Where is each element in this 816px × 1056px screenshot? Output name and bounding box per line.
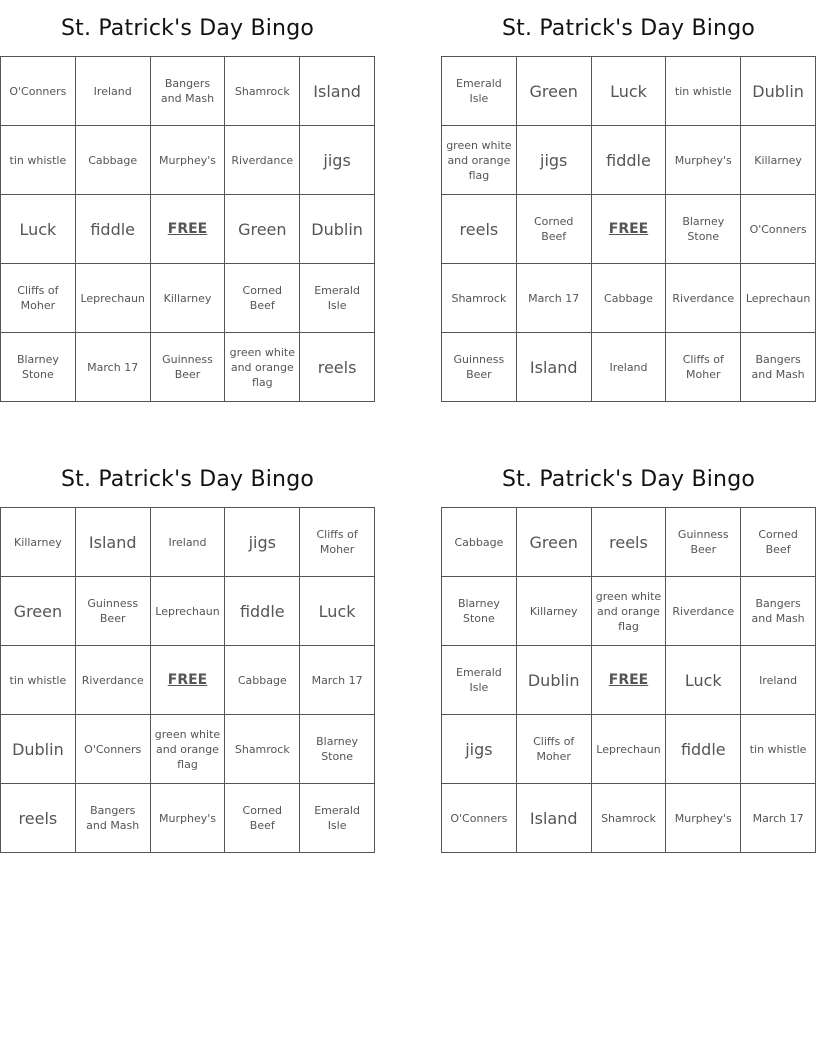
- bingo-cell: Bangers and Mash: [75, 784, 150, 853]
- grid-row: [1, 577, 375, 646]
- bingo-cell: Cliffs of Moher: [666, 333, 741, 402]
- bingo-cell: March 17: [75, 333, 150, 402]
- bingo-cell: Corned Beef: [225, 784, 300, 853]
- grid-row: [1, 333, 375, 402]
- bingo-cell: Emerald Isle: [300, 264, 375, 333]
- bingo-cell: Luck: [1, 195, 76, 264]
- bingo-cell: Blarney Stone: [1, 333, 76, 402]
- bingo-cell: Blarney Stone: [442, 577, 517, 646]
- bingo-cell: tin whistle: [741, 715, 816, 784]
- bingo-cell: Dublin: [741, 57, 816, 126]
- bingo-card-2: [441, 1, 816, 402]
- bingo-cell: Emerald Isle: [442, 646, 517, 715]
- bingo-cell: O'Conners: [442, 784, 517, 853]
- grid-row: [1, 57, 375, 126]
- grid-row: [442, 784, 816, 853]
- bingo-cell: Killarney: [150, 264, 225, 333]
- bingo-cell: Guinness Beer: [150, 333, 225, 402]
- grid-row: [1, 195, 375, 264]
- bingo-cell: Shamrock: [225, 57, 300, 126]
- bingo-cell: fiddle: [225, 577, 300, 646]
- bingo-card-4: [441, 452, 816, 853]
- bingo-cell: Emerald Isle: [442, 57, 517, 126]
- bingo-cell: Guinness Beer: [666, 508, 741, 577]
- bingo-cell: Cabbage: [442, 508, 517, 577]
- grid-row: [442, 57, 816, 126]
- bingo-cell: reels: [1, 784, 76, 853]
- bingo-cell: jigs: [442, 715, 517, 784]
- grid-row: [1, 784, 375, 853]
- bingo-cell: Murphey's: [666, 126, 741, 195]
- bingo-grid: [0, 56, 375, 402]
- bingo-cell: green white and orange flag: [591, 577, 666, 646]
- bingo-cell: fiddle: [591, 126, 666, 195]
- grid-row: [442, 126, 816, 195]
- grid-row: [1, 715, 375, 784]
- bingo-cell: Corned Beef: [741, 508, 816, 577]
- bingo-cell: Leprechaun: [150, 577, 225, 646]
- bingo-cell: O'Conners: [741, 195, 816, 264]
- bingo-cell: fiddle: [75, 195, 150, 264]
- grid-row: [1, 264, 375, 333]
- grid-row: [442, 333, 816, 402]
- bingo-cell: Ireland: [591, 333, 666, 402]
- bingo-cell: Dublin: [1, 715, 76, 784]
- grid-row: [442, 577, 816, 646]
- grid-row: [442, 195, 816, 264]
- bingo-cell: Island: [300, 57, 375, 126]
- bingo-cell: Cliffs of Moher: [516, 715, 591, 784]
- bingo-cell: Leprechaun: [591, 715, 666, 784]
- bingo-cell: jigs: [300, 126, 375, 195]
- grid-row: [1, 126, 375, 195]
- bingo-cell: green white and orange flag: [442, 126, 517, 195]
- bingo-cell: Green: [516, 57, 591, 126]
- bingo-cell: Shamrock: [442, 264, 517, 333]
- bingo-grid: [441, 56, 816, 402]
- grid-row: [1, 508, 375, 577]
- bingo-cell: Corned Beef: [516, 195, 591, 264]
- bingo-cell: Guinness Beer: [442, 333, 517, 402]
- bingo-cell: jigs: [516, 126, 591, 195]
- bingo-cell: Guinness Beer: [75, 577, 150, 646]
- bingo-cell: Luck: [666, 646, 741, 715]
- free-cell: FREE: [150, 646, 225, 715]
- grid-row: [442, 508, 816, 577]
- bingo-cell: jigs: [225, 508, 300, 577]
- bingo-cell: Luck: [300, 577, 375, 646]
- bingo-cell: Ireland: [150, 508, 225, 577]
- bingo-cell: Island: [516, 784, 591, 853]
- bingo-cell: Cliffs of Moher: [300, 508, 375, 577]
- bingo-cell: Killarney: [516, 577, 591, 646]
- bingo-cell: Green: [516, 508, 591, 577]
- bingo-cell: Murphey's: [666, 784, 741, 853]
- bingo-cell: Bangers and Mash: [741, 333, 816, 402]
- bingo-cell: Murphey's: [150, 784, 225, 853]
- bingo-cell: March 17: [300, 646, 375, 715]
- bingo-cell: Blarney Stone: [300, 715, 375, 784]
- bingo-cell: Island: [75, 508, 150, 577]
- bingo-cell: O'Conners: [75, 715, 150, 784]
- card-title: St. Patrick's Day Bingo: [501, 467, 756, 492]
- bingo-cell: Riverdance: [75, 646, 150, 715]
- bingo-cell: Cabbage: [225, 646, 300, 715]
- bingo-cell: Dublin: [516, 646, 591, 715]
- bingo-cell: Riverdance: [666, 577, 741, 646]
- bingo-cell: Green: [1, 577, 76, 646]
- free-cell: FREE: [150, 195, 225, 264]
- bingo-cell: O'Conners: [1, 57, 76, 126]
- bingo-cell: tin whistle: [1, 126, 76, 195]
- bingo-cell: Ireland: [741, 646, 816, 715]
- bingo-cell: Shamrock: [591, 784, 666, 853]
- bingo-cell: Dublin: [300, 195, 375, 264]
- bingo-cell: Bangers and Mash: [150, 57, 225, 126]
- grid-row: [442, 264, 816, 333]
- bingo-grid: [0, 507, 375, 853]
- bingo-cell: Blarney Stone: [666, 195, 741, 264]
- bingo-cell: reels: [442, 195, 517, 264]
- bingo-cell: March 17: [516, 264, 591, 333]
- bingo-cell: Leprechaun: [75, 264, 150, 333]
- bingo-cell: Leprechaun: [741, 264, 816, 333]
- bingo-cell: Ireland: [75, 57, 150, 126]
- bingo-cell: Emerald Isle: [300, 784, 375, 853]
- bingo-cell: tin whistle: [666, 57, 741, 126]
- bingo-cell: Green: [225, 195, 300, 264]
- bingo-cell: March 17: [741, 784, 816, 853]
- bingo-cell: Cabbage: [75, 126, 150, 195]
- bingo-cell: Killarney: [741, 126, 816, 195]
- bingo-cell: tin whistle: [1, 646, 76, 715]
- bingo-cell: Corned Beef: [225, 264, 300, 333]
- bingo-cell: Riverdance: [666, 264, 741, 333]
- bingo-cell: Cliffs of Moher: [1, 264, 76, 333]
- bingo-cell: green white and orange flag: [150, 715, 225, 784]
- card-title: St. Patrick's Day Bingo: [60, 16, 315, 41]
- grid-row: [442, 646, 816, 715]
- bingo-card-1: [0, 1, 375, 402]
- bingo-card-3: [0, 452, 375, 853]
- card-title: St. Patrick's Day Bingo: [60, 467, 315, 492]
- bingo-grid: [441, 507, 816, 853]
- bingo-cell: Killarney: [1, 508, 76, 577]
- bingo-cell: Luck: [591, 57, 666, 126]
- bingo-cell: Cabbage: [591, 264, 666, 333]
- card-title: St. Patrick's Day Bingo: [501, 16, 756, 41]
- bingo-cell: Bangers and Mash: [741, 577, 816, 646]
- bingo-cell: Island: [516, 333, 591, 402]
- bingo-cell: reels: [300, 333, 375, 402]
- bingo-cell: Riverdance: [225, 126, 300, 195]
- bingo-cell: fiddle: [666, 715, 741, 784]
- bingo-cell: Murphey's: [150, 126, 225, 195]
- grid-row: [442, 715, 816, 784]
- free-cell: FREE: [591, 646, 666, 715]
- bingo-cell: green white and orange flag: [225, 333, 300, 402]
- bingo-cell: reels: [591, 508, 666, 577]
- free-cell: FREE: [591, 195, 666, 264]
- grid-row: [1, 646, 375, 715]
- bingo-cell: Shamrock: [225, 715, 300, 784]
